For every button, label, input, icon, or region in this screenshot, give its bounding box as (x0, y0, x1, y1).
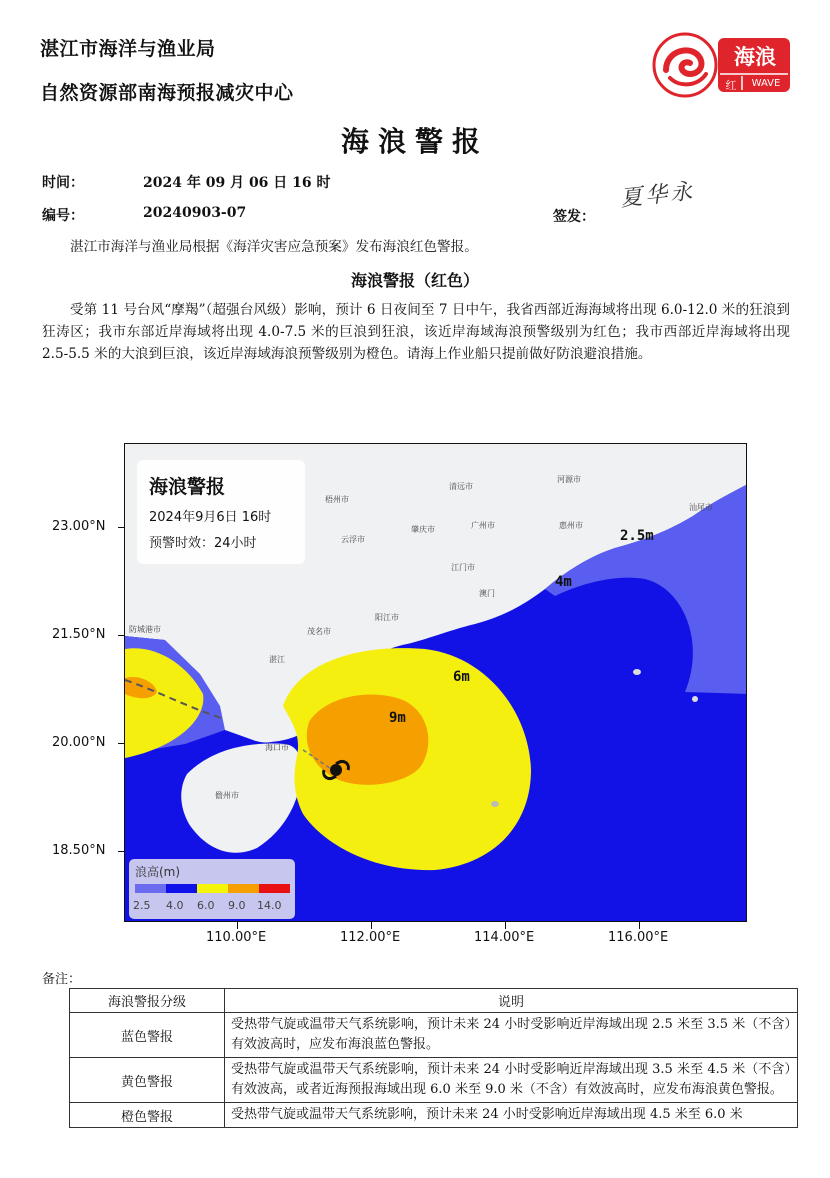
city-label: 广州市 (471, 521, 495, 530)
grade-cell: 蓝色警报 (70, 1013, 225, 1058)
contour-label-4m: 4m (555, 574, 572, 590)
y-tick-label: 21.50°N (52, 627, 106, 642)
city-label: 肇庆市 (411, 525, 435, 534)
city-label: 江门市 (451, 563, 475, 572)
map-info-validity: 预警时效：24小时 (149, 536, 257, 551)
contour-label-2-5m: 2.5m (620, 528, 654, 544)
x-tick-mark (639, 922, 640, 929)
warning-body: 受第 11 号台风“摩羯”（超强台风级）影响，预计 6 日夜间至 7 日中午，我省西部近海海域将出现 6.0-12.0 米的狂浪到狂涛区；我市东部近岸海域将出现 4.0-7.5 米的巨浪到狂浪，该近岸海域海浪预警级别为红色；我市西部近岸海域将出现 2.5-5.5 米的大浪到巨浪，该近岸海域海浪预警级别为橙色。请海上作业船只提前做好防浪避浪措施。 (42, 302, 790, 362)
city-label: 阳江市 (375, 613, 399, 622)
contour-label-6m: 6m (453, 669, 470, 685)
legend-swatch-2-5 (135, 884, 166, 893)
x-tick-label: 116.00°E (608, 930, 669, 945)
x-tick-mark (505, 922, 506, 929)
x-tick-label: 114.00°E (474, 930, 535, 945)
table-row (70, 1103, 798, 1128)
legend-label: 4.0 (166, 899, 184, 912)
city-label: 清远市 (449, 482, 473, 491)
map-legend (129, 859, 295, 919)
legend-swatch-9-0 (228, 884, 259, 893)
legend-label: 14.0 (257, 899, 282, 912)
city-label: 河源市 (557, 475, 581, 484)
city-label: 海口市 (265, 743, 289, 752)
legend-label: 9.0 (228, 899, 246, 912)
logo-en-text: WAVE (751, 78, 781, 89)
desc-cell: 受热带气旋或温带天气系统影响，预计未来 24 小时受影响近岸海域出现 3.5 米至 4.5 米（不含）有效波高，或者近海预报海域出现 6.0 米至 9.0 米（不含）有效波高时，应发布海浪黄色警报。 (225, 1058, 798, 1103)
contour-label-9m: 9m (389, 710, 406, 726)
table-header-row (70, 989, 798, 1013)
legend-swatch-4-0 (166, 884, 197, 893)
y-tick-mark (118, 635, 125, 636)
y-tick-mark (118, 851, 125, 852)
legend-title: 浪高(m) (135, 865, 181, 879)
x-tick-mark (371, 922, 372, 929)
city-label: 防城港市 (129, 625, 161, 634)
city-label: 惠州市 (559, 521, 583, 530)
legend-label: 2.5 (133, 899, 151, 912)
warning-grade-table (69, 988, 798, 1128)
signature: 夏华永 (619, 179, 697, 212)
intro-paragraph: 湛江市海洋与渔业局根据《海洋灾害应急预案》发布海浪红色警报。 (70, 239, 478, 255)
table-row (70, 1058, 798, 1103)
legend-swatch-6-0 (197, 884, 228, 893)
warning-subtitle: 海浪警报（红色） (350, 271, 479, 290)
city-label: 云浮市 (341, 535, 365, 544)
desc-cell: 受热带气旋或温带天气系统影响，预计未来 24 小时受影响近岸海域出现 2.5 米至 3.5 米（不含）有效波高时，应发布海浪蓝色警报。 (225, 1013, 798, 1058)
city-label: 澳门 (479, 589, 495, 598)
org-name-2: 自然资源部南海预报减灾中心 (40, 82, 294, 104)
x-tick-mark (237, 922, 238, 929)
y-tick-mark (118, 527, 125, 528)
city-label: 梧州市 (325, 495, 349, 504)
header-grade: 海浪警报分级 (70, 989, 225, 1013)
wave-warning-logo (652, 32, 792, 98)
grade-cell: 黄色警报 (70, 1058, 225, 1103)
x-tick-label: 112.00°E (340, 930, 401, 945)
page-title: 海浪警报 (340, 125, 489, 158)
number-value: 20240903-07 (143, 205, 247, 221)
map-info-title: 海浪警报 (149, 476, 226, 498)
legend-label: 6.0 (197, 899, 215, 912)
desc-cell: 受热带气旋或温带天气系统影响，预计未来 24 小时受影响近岸海域出现 4.5 米至 6.0 米 (225, 1103, 798, 1128)
time-label: 时间： (42, 175, 84, 191)
table-row (70, 1013, 798, 1058)
map-info-box (137, 460, 305, 564)
y-tick-mark (118, 743, 125, 744)
city-label: 茂名市 (307, 627, 331, 636)
map-info-date: 2024年9月6日 16时 (149, 510, 272, 525)
number-label: 编号： (42, 208, 84, 224)
city-label: 儋州市 (215, 791, 239, 800)
wave-warning-map (124, 443, 747, 922)
legend-color-bar (135, 884, 290, 893)
y-tick-label: 23.00°N (52, 519, 106, 534)
y-tick-label: 20.00°N (52, 735, 106, 750)
logo-main-text: 海浪 (734, 45, 776, 69)
sign-label: 签发： (553, 209, 595, 225)
x-tick-label: 110.00°E (206, 930, 267, 945)
time-value: 2024 年 09 月 06 日 16 时 (143, 175, 331, 191)
legend-swatch-14-0 (259, 884, 290, 893)
grade-cell: 橙色警报 (70, 1103, 225, 1128)
city-label: 湛江 (269, 655, 285, 664)
notes-label: 备注： (42, 972, 82, 987)
header-desc: 说明 (225, 989, 798, 1013)
y-tick-label: 18.50°N (52, 843, 106, 858)
org-name-1: 湛江市海洋与渔业局 (40, 38, 216, 60)
city-label: 汕尾市 (689, 503, 713, 512)
logo-level-text: 红 (725, 79, 737, 92)
